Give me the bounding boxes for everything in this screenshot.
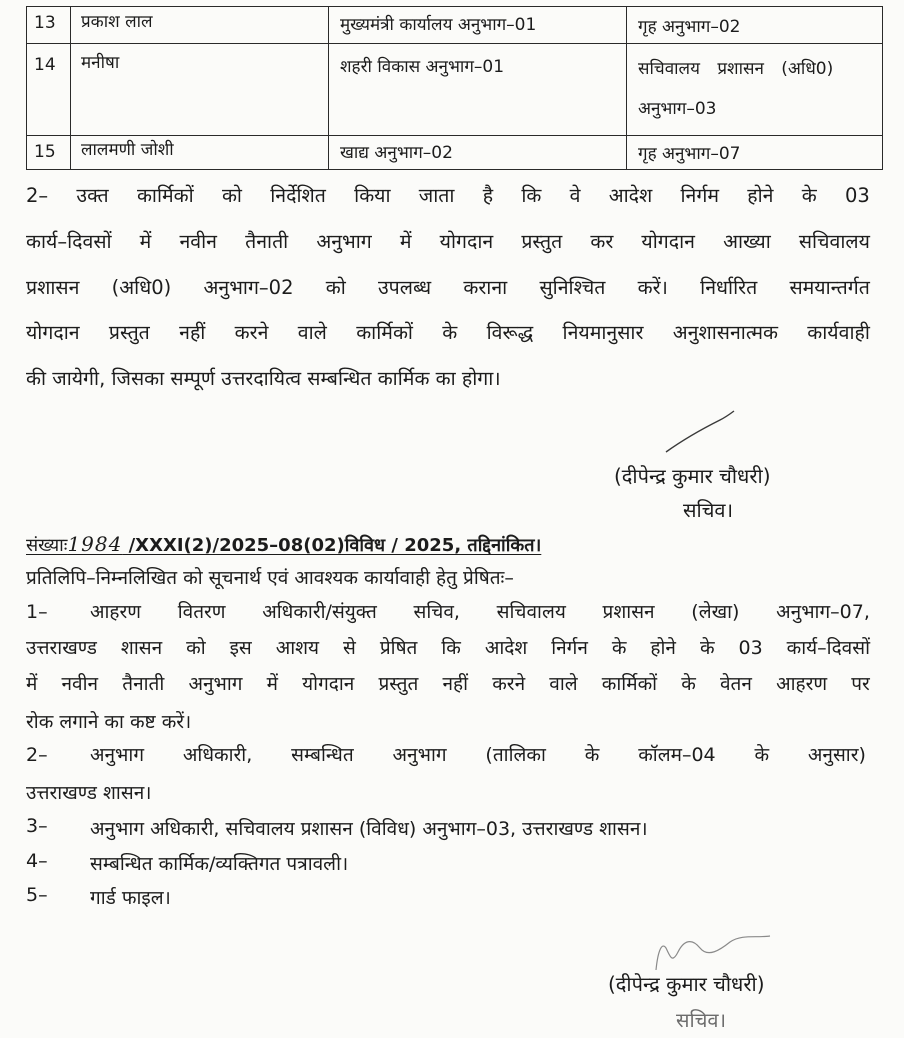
word: अनुभाग [316, 230, 372, 253]
copy-item-5: गार्ड फाइल। [90, 887, 171, 909]
word: करें। [637, 276, 668, 299]
copy-item-number: 1– [26, 601, 48, 623]
word: नवीन [179, 230, 217, 253]
word: (लेखा) [691, 601, 740, 623]
word: कार्मिकों [136, 184, 194, 207]
word: प्रशासन [26, 276, 80, 299]
word: कार्मिकों [356, 321, 413, 344]
copy-intro: प्रतिलिपि–निम्नलिखित को सूचनार्थ एवं आवश्यक कार्यावाही हेतु प्रेषितः– [26, 567, 514, 589]
word: करने [492, 673, 526, 695]
word: आख्या [723, 230, 771, 253]
word: अनुभाग–07, [776, 601, 870, 623]
word: आहरण [776, 673, 828, 695]
row-number: 15 [34, 142, 56, 162]
word: वे [569, 184, 581, 207]
word: तैनाती [122, 673, 165, 695]
word: कॉलम–04 [638, 744, 716, 766]
word: कार्य–दिवसों [786, 637, 870, 659]
current-section: शहरी विकास अनुभाग–01 [340, 57, 505, 77]
word: अनुभाग [90, 744, 145, 766]
signatory-name: (दीपेन्द्र कुमार चौधरी) [608, 972, 765, 996]
copy-item-number: 3– [26, 815, 48, 837]
copy-item-number: 2– [26, 744, 48, 766]
word: निर्गन [551, 637, 588, 659]
word: 03 [844, 184, 870, 207]
word: प्रस्तुत [378, 673, 419, 695]
word: योगदान [302, 673, 355, 695]
copy-item-2-line-2: उत्तराखण्ड शासन। [26, 782, 152, 804]
copy-item-number: 5– [26, 884, 48, 906]
word: के [801, 184, 817, 207]
posted-section: गृह अनुभाग–02 [638, 17, 741, 37]
word: नियमानुसार [562, 321, 644, 344]
word: अनुभाग–02 [203, 276, 294, 299]
word: होने [747, 184, 774, 207]
word: पर [851, 673, 870, 695]
row-number: 14 [34, 55, 56, 75]
copy-item-4: सम्बन्धित कार्मिक/व्यक्तिगत पत्रावली। [90, 853, 349, 875]
word: में [139, 230, 152, 253]
word: आदेश [484, 637, 528, 659]
word: प्रस्तुत [108, 321, 150, 344]
word: जाता [418, 184, 455, 207]
word: विरूद्ध [486, 321, 534, 344]
word: 03 [738, 637, 763, 659]
copy-item-1-line-2 [26, 637, 870, 659]
word: शासन [120, 637, 163, 659]
table-rule [26, 169, 883, 170]
paragraph-2-line [26, 277, 870, 299]
posted-section: गृह अनुभाग–07 [638, 144, 741, 164]
table-rule [626, 6, 627, 170]
paragraph-2-line [26, 231, 870, 253]
word: कार्यवाही [807, 321, 870, 344]
table-rule [882, 6, 883, 170]
word: नहीं [442, 673, 469, 695]
current-section: खाद्य अनुभाग–02 [340, 143, 453, 163]
word: योगदान [641, 230, 695, 253]
employee-name: प्रकाश लाल [81, 12, 153, 32]
word: समयान्तर्गत [789, 276, 870, 299]
word: अनुभाग [392, 744, 447, 766]
word: अनुसार) [807, 744, 866, 766]
row-number: 13 [34, 13, 56, 33]
word: वितरण [177, 601, 226, 623]
word: वेतन [719, 673, 752, 695]
word: नवीन [61, 673, 99, 695]
word: कि [441, 637, 461, 659]
word: में [266, 673, 278, 695]
word: करने [234, 321, 269, 344]
word: योगदान [439, 230, 494, 253]
word: अनुशासनात्मक [672, 321, 778, 344]
paragraph-2-line [26, 185, 870, 207]
word: किया [354, 184, 391, 207]
copy-item-1-line-4: रोक लगाने का कष्ट करें। [26, 711, 192, 733]
copy-item-2-line-1 [90, 744, 866, 766]
word: के [681, 673, 696, 695]
word: के [699, 637, 715, 659]
word: उत्तराखण्ड [26, 637, 97, 659]
word: के [442, 321, 458, 344]
copy-item-1-line-1 [90, 601, 870, 623]
word: कर [590, 230, 614, 253]
word: अनुभाग [188, 673, 243, 695]
handwritten-number: 1984 [67, 532, 123, 556]
word: सचिवालय [798, 230, 870, 253]
copy-item-number: 4– [26, 850, 48, 872]
word: के [584, 744, 600, 766]
paragraph-2-last-line: की जायेगी, जिसका सम्पूर्ण उत्तरदायित्व सम्बन्धित कार्मिक का होगा। [26, 367, 501, 390]
signature-stroke [660, 408, 740, 458]
word: प्रस्तुत [521, 230, 563, 253]
signatory-title: सचिव। [676, 1008, 727, 1032]
posted-section-cont: अनुभाग–03 [638, 99, 717, 119]
word: सचिव, [413, 601, 460, 623]
word: को [325, 276, 346, 299]
word: को [186, 637, 206, 659]
word: 2– [26, 184, 49, 207]
posted-section: सचिवालय प्रशासन (अधि0) [638, 59, 834, 79]
paragraph-2-line [26, 322, 870, 344]
word: (अधि0) [111, 276, 172, 299]
word: सम्बन्धित [291, 744, 354, 766]
word: वाले [297, 321, 327, 344]
word: प्रेषित [379, 637, 418, 659]
word: सचिवालय [496, 601, 566, 623]
table-rule [26, 6, 27, 170]
word: आशय [275, 637, 320, 659]
table-rule [26, 135, 883, 136]
word: को [221, 184, 242, 207]
current-section: मुख्यमंत्री कार्यालय अनुभाग–01 [340, 15, 537, 35]
word: प्रशासन [602, 601, 655, 623]
word: में [26, 673, 38, 695]
word: के [611, 637, 627, 659]
word: इस [229, 637, 252, 659]
copy-item-3: अनुभाग अधिकारी, सचिवालय प्रशासन (विविध) अनुभाग–03, उत्तराखण्ड शासन। [90, 818, 648, 840]
staff-table [26, 6, 883, 170]
word: में [399, 230, 412, 253]
word: निर्गम [680, 184, 720, 207]
word: होने [650, 637, 676, 659]
reference-number [26, 532, 541, 557]
reference-suffix: /XXXI(2)/2025–08(02)विविध / 2025, तद्दिनांकित। [122, 535, 542, 556]
table-rule [70, 6, 71, 170]
employee-name: लालमणी जोशी [81, 140, 174, 160]
word: कराना [463, 276, 508, 299]
signatory-name: (दीपेन्द्र कुमार चौधरी) [614, 464, 771, 488]
word: योगदान [26, 321, 80, 344]
word: आहरण [90, 601, 142, 623]
word: से [343, 637, 356, 659]
table-rule [26, 43, 883, 44]
word: निर्धारित [700, 276, 758, 299]
word: कि [521, 184, 542, 207]
word: उपलब्ध [378, 276, 432, 299]
table-rule [328, 6, 329, 170]
word: अधिकारी/संयुक्त [262, 601, 377, 623]
word: वाले [549, 673, 578, 695]
word: कार्य–दिवसों [26, 230, 112, 253]
word: अधिकारी, [182, 744, 253, 766]
reference-prefix: संख्याः [26, 535, 68, 556]
copy-item-1-line-3 [26, 673, 870, 695]
table-rule [26, 6, 883, 7]
employee-name: मनीषा [81, 53, 120, 73]
word: (तालिका [485, 744, 546, 766]
word: निर्देशित [270, 184, 326, 207]
word: तैनाती [245, 230, 289, 253]
word: के [754, 744, 770, 766]
word: है [482, 184, 494, 207]
signatory-title: सचिव। [683, 498, 734, 522]
word: कार्मिकों [601, 673, 658, 695]
word: सुनिश्चित [539, 276, 606, 299]
word: नहीं [179, 321, 206, 344]
word: आदेश [608, 184, 653, 207]
word: उक्त [76, 184, 109, 207]
